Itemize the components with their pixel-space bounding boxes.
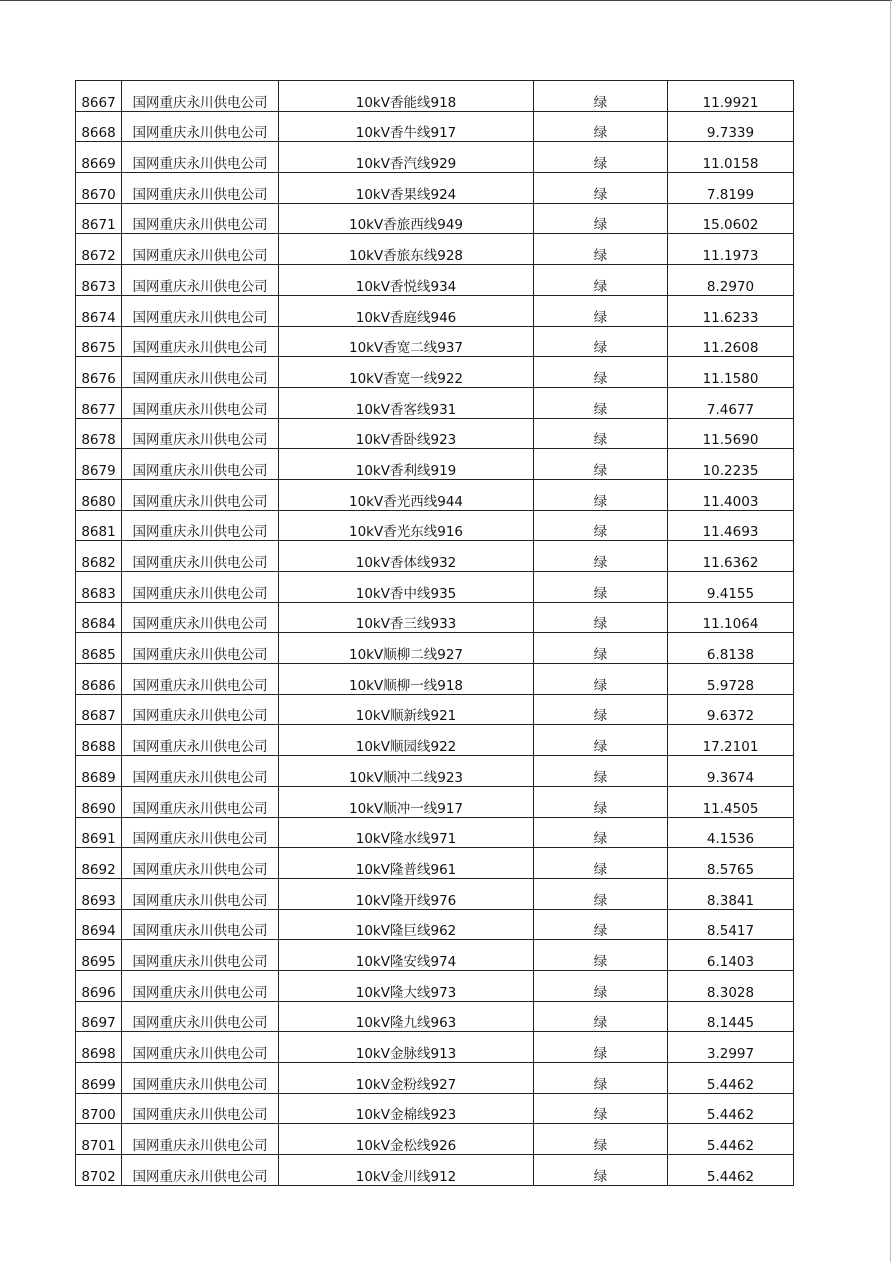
table-row [76,479,794,510]
company-cell: 国网重庆永川供电公司 [122,265,279,296]
value-cell: 8.3841 [668,878,794,909]
row-number-cell: 8680 [76,479,122,510]
status-cell: 绿 [534,664,668,695]
table-row [76,817,794,848]
company-cell: 国网重庆永川供电公司 [122,234,279,265]
row-number-cell: 8701 [76,1124,122,1155]
status-cell: 绿 [534,633,668,664]
line-name-cell: 10kV香悦线934 [279,265,534,296]
line-name-cell: 10kV隆九线963 [279,1001,534,1032]
status-cell: 绿 [534,602,668,633]
status-cell: 绿 [534,940,668,971]
row-number-cell: 8695 [76,940,122,971]
company-cell: 国网重庆永川供电公司 [122,664,279,695]
value-cell: 11.2608 [668,326,794,357]
company-cell: 国网重庆永川供电公司 [122,1032,279,1063]
value-cell: 9.4155 [668,572,794,603]
status-cell: 绿 [534,265,668,296]
status-cell: 绿 [534,1093,668,1124]
row-number-cell: 8691 [76,817,122,848]
status-cell: 绿 [534,572,668,603]
status-cell: 绿 [534,418,668,449]
row-number-cell: 8692 [76,848,122,879]
value-cell: 11.5690 [668,418,794,449]
row-number-cell: 8686 [76,664,122,695]
status-cell: 绿 [534,817,668,848]
company-cell: 国网重庆永川供电公司 [122,817,279,848]
company-cell: 国网重庆永川供电公司 [122,572,279,603]
value-cell: 11.1064 [668,602,794,633]
status-cell: 绿 [534,1155,668,1186]
company-cell: 国网重庆永川供电公司 [122,81,279,112]
line-name-cell: 10kV顺冲二线923 [279,756,534,787]
table-row [76,541,794,572]
table-row [76,786,794,817]
value-cell: 10.2235 [668,449,794,480]
value-cell: 5.4462 [668,1093,794,1124]
company-cell: 国网重庆永川供电公司 [122,387,279,418]
table-row [76,940,794,971]
table-row [76,633,794,664]
line-name-cell: 10kV香三线933 [279,602,534,633]
value-cell: 8.3028 [668,970,794,1001]
table-row [76,725,794,756]
line-name-cell: 10kV顺柳二线927 [279,633,534,664]
company-cell: 国网重庆永川供电公司 [122,786,279,817]
row-number-cell: 8672 [76,234,122,265]
table-row [76,418,794,449]
table-row [76,878,794,909]
company-cell: 国网重庆永川供电公司 [122,173,279,204]
data-table [75,80,794,1186]
value-cell: 8.1445 [668,1001,794,1032]
table-row [76,111,794,142]
status-cell: 绿 [534,479,668,510]
row-number-cell: 8698 [76,1032,122,1063]
line-name-cell: 10kV香汽线929 [279,142,534,173]
line-name-cell: 10kV香宽二线937 [279,326,534,357]
value-cell: 7.4677 [668,387,794,418]
company-cell: 国网重庆永川供电公司 [122,1155,279,1186]
row-number-cell: 8690 [76,786,122,817]
line-name-cell: 10kV香庭线946 [279,295,534,326]
value-cell: 11.6233 [668,295,794,326]
line-name-cell: 10kV香宽一线922 [279,357,534,388]
row-number-cell: 8669 [76,142,122,173]
row-number-cell: 8668 [76,111,122,142]
status-cell: 绿 [534,694,668,725]
row-number-cell: 8675 [76,326,122,357]
row-number-cell: 8699 [76,1063,122,1094]
company-cell: 国网重庆永川供电公司 [122,878,279,909]
value-cell: 11.4003 [668,479,794,510]
value-cell: 8.5765 [668,848,794,879]
table-row [76,756,794,787]
status-cell: 绿 [534,1063,668,1094]
line-name-cell: 10kV金粉线927 [279,1063,534,1094]
value-cell: 7.8199 [668,173,794,204]
line-name-cell: 10kV香卧线923 [279,418,534,449]
status-cell: 绿 [534,295,668,326]
company-cell: 国网重庆永川供电公司 [122,970,279,1001]
status-cell: 绿 [534,387,668,418]
row-number-cell: 8689 [76,756,122,787]
row-number-cell: 8700 [76,1093,122,1124]
row-number-cell: 8671 [76,203,122,234]
table-row [76,142,794,173]
status-cell: 绿 [534,756,668,787]
value-cell: 9.3674 [668,756,794,787]
line-name-cell: 10kV隆巨线962 [279,909,534,940]
company-cell: 国网重庆永川供电公司 [122,1063,279,1094]
table-row [76,203,794,234]
table-row [76,602,794,633]
row-number-cell: 8673 [76,265,122,296]
row-number-cell: 8667 [76,81,122,112]
value-cell: 11.1973 [668,234,794,265]
status-cell: 绿 [534,1032,668,1063]
line-name-cell: 10kV香牛线917 [279,111,534,142]
page-top-border [0,0,892,1]
row-number-cell: 8677 [76,387,122,418]
status-cell: 绿 [534,725,668,756]
company-cell: 国网重庆永川供电公司 [122,295,279,326]
company-cell: 国网重庆永川供电公司 [122,418,279,449]
line-name-cell: 10kV香旅东线928 [279,234,534,265]
line-name-cell: 10kV香能线918 [279,81,534,112]
status-cell: 绿 [534,142,668,173]
table-row [76,295,794,326]
table-row [76,326,794,357]
company-cell: 国网重庆永川供电公司 [122,510,279,541]
row-number-cell: 8670 [76,173,122,204]
row-number-cell: 8685 [76,633,122,664]
company-cell: 国网重庆永川供电公司 [122,357,279,388]
table-row [76,572,794,603]
table-row [76,909,794,940]
value-cell: 8.5417 [668,909,794,940]
value-cell: 11.4693 [668,510,794,541]
row-number-cell: 8674 [76,295,122,326]
line-name-cell: 10kV香果线924 [279,173,534,204]
status-cell: 绿 [534,541,668,572]
company-cell: 国网重庆永川供电公司 [122,848,279,879]
table-row [76,970,794,1001]
status-cell: 绿 [534,357,668,388]
table-row [76,1032,794,1063]
status-cell: 绿 [534,81,668,112]
company-cell: 国网重庆永川供电公司 [122,111,279,142]
line-name-cell: 10kV香光西线944 [279,479,534,510]
row-number-cell: 8676 [76,357,122,388]
company-cell: 国网重庆永川供电公司 [122,602,279,633]
line-name-cell: 10kV隆普线961 [279,848,534,879]
company-cell: 国网重庆永川供电公司 [122,1001,279,1032]
status-cell: 绿 [534,848,668,879]
row-number-cell: 8693 [76,878,122,909]
row-number-cell: 8696 [76,970,122,1001]
status-cell: 绿 [534,326,668,357]
status-cell: 绿 [534,111,668,142]
table-row [76,173,794,204]
status-cell: 绿 [534,234,668,265]
value-cell: 11.0158 [668,142,794,173]
line-name-cell: 10kV顺新线921 [279,694,534,725]
value-cell: 9.7339 [668,111,794,142]
line-name-cell: 10kV香体线932 [279,541,534,572]
table-row [76,1063,794,1094]
line-name-cell: 10kV金松线926 [279,1124,534,1155]
table-row [76,1155,794,1186]
line-name-cell: 10kV香客线931 [279,387,534,418]
value-cell: 15.0602 [668,203,794,234]
company-cell: 国网重庆永川供电公司 [122,756,279,787]
row-number-cell: 8681 [76,510,122,541]
table-row [76,234,794,265]
value-cell: 11.6362 [668,541,794,572]
value-cell: 11.9921 [668,81,794,112]
status-cell: 绿 [534,786,668,817]
status-cell: 绿 [534,173,668,204]
company-cell: 国网重庆永川供电公司 [122,694,279,725]
value-cell: 9.6372 [668,694,794,725]
page-right-border [890,0,891,1262]
line-name-cell: 10kV顺柳一线918 [279,664,534,695]
table-row [76,449,794,480]
company-cell: 国网重庆永川供电公司 [122,479,279,510]
line-name-cell: 10kV隆水线971 [279,817,534,848]
row-number-cell: 8683 [76,572,122,603]
value-cell: 5.9728 [668,664,794,695]
status-cell: 绿 [534,203,668,234]
value-cell: 5.4462 [668,1124,794,1155]
line-name-cell: 10kV金棉线923 [279,1093,534,1124]
row-number-cell: 8684 [76,602,122,633]
value-cell: 3.2997 [668,1032,794,1063]
company-cell: 国网重庆永川供电公司 [122,1124,279,1155]
row-number-cell: 8682 [76,541,122,572]
table-row [76,387,794,418]
row-number-cell: 8679 [76,449,122,480]
line-name-cell: 10kV隆开线976 [279,878,534,909]
row-number-cell: 8697 [76,1001,122,1032]
status-cell: 绿 [534,1001,668,1032]
company-cell: 国网重庆永川供电公司 [122,326,279,357]
company-cell: 国网重庆永川供电公司 [122,633,279,664]
row-number-cell: 8702 [76,1155,122,1186]
status-cell: 绿 [534,909,668,940]
table-row [76,694,794,725]
company-cell: 国网重庆永川供电公司 [122,203,279,234]
row-number-cell: 8687 [76,694,122,725]
status-cell: 绿 [534,449,668,480]
table-row [76,664,794,695]
value-cell: 5.4462 [668,1063,794,1094]
value-cell: 6.1403 [668,940,794,971]
value-cell: 6.8138 [668,633,794,664]
status-cell: 绿 [534,1124,668,1155]
value-cell: 17.2101 [668,725,794,756]
table-row [76,848,794,879]
value-cell: 11.1580 [668,357,794,388]
value-cell: 4.1536 [668,817,794,848]
company-cell: 国网重庆永川供电公司 [122,1093,279,1124]
company-cell: 国网重庆永川供电公司 [122,541,279,572]
line-name-cell: 10kV顺园线922 [279,725,534,756]
line-name-cell: 10kV香光东线916 [279,510,534,541]
table-row [76,265,794,296]
line-name-cell: 10kV金川线912 [279,1155,534,1186]
value-cell: 5.4462 [668,1155,794,1186]
company-cell: 国网重庆永川供电公司 [122,725,279,756]
line-name-cell: 10kV香旅西线949 [279,203,534,234]
line-name-cell: 10kV顺冲一线917 [279,786,534,817]
status-cell: 绿 [534,970,668,1001]
line-name-cell: 10kV香中线935 [279,572,534,603]
status-cell: 绿 [534,878,668,909]
table-row [76,510,794,541]
row-number-cell: 8694 [76,909,122,940]
line-name-cell: 10kV香利线919 [279,449,534,480]
line-name-cell: 10kV金脉线913 [279,1032,534,1063]
row-number-cell: 8678 [76,418,122,449]
company-cell: 国网重庆永川供电公司 [122,449,279,480]
status-cell: 绿 [534,510,668,541]
table-row [76,357,794,388]
table-body [76,81,794,1186]
line-name-cell: 10kV隆大线973 [279,970,534,1001]
table-row [76,81,794,112]
row-number-cell: 8688 [76,725,122,756]
table-row [76,1093,794,1124]
value-cell: 11.4505 [668,786,794,817]
company-cell: 国网重庆永川供电公司 [122,909,279,940]
table-row [76,1001,794,1032]
line-name-cell: 10kV隆安线974 [279,940,534,971]
table-row [76,1124,794,1155]
value-cell: 8.2970 [668,265,794,296]
company-cell: 国网重庆永川供电公司 [122,940,279,971]
company-cell: 国网重庆永川供电公司 [122,142,279,173]
